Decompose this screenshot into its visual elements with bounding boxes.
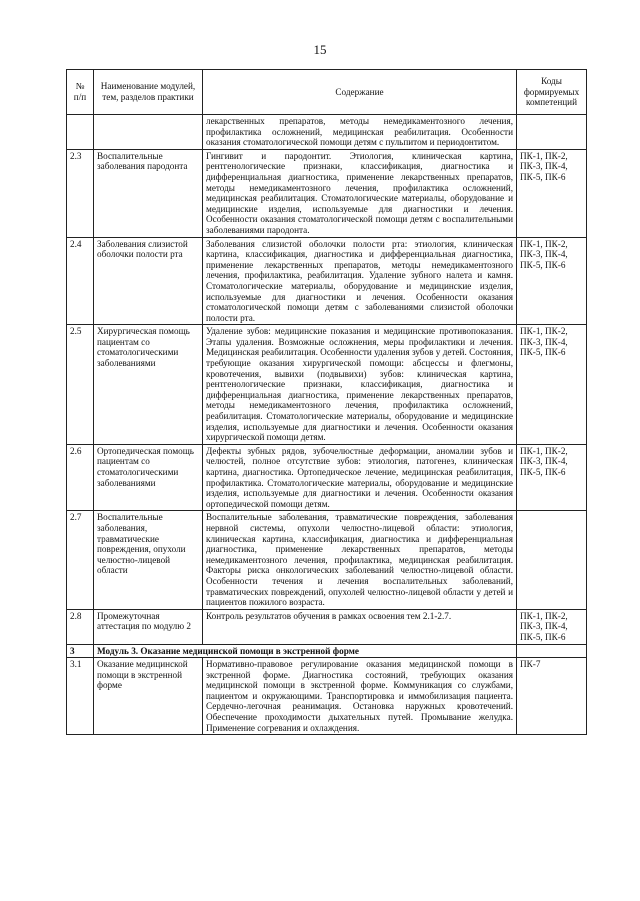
row-num: 2.4 bbox=[67, 237, 94, 325]
module-title: Модуль 3. Оказание медицинской помощи в экстренной форме bbox=[94, 644, 517, 658]
row-codes bbox=[517, 511, 587, 609]
table-header-row bbox=[67, 70, 587, 115]
table-row bbox=[67, 237, 587, 325]
practice-program-table bbox=[66, 69, 587, 735]
table-row bbox=[67, 658, 587, 735]
row-content: Воспалительные заболевания, травматические повреждения, заболевания нервной системы, опухоли челюстно-лицевой области: этиология, клиническая картина, классификация, диагностика и дифференциальная диагностика, применение лекарственных препаратов, методы немедикаментозного лечения, профилактика, медицинская реабилитация. Факторы риска онкологических заболеваний челюстно-лицевой области. Особенности течения и лечения воспалительных заболеваний, травматических повреждений, опухолей челюстно-лицевой области у детей и пациентов пожилого возраста. bbox=[203, 511, 517, 609]
table-row bbox=[67, 325, 587, 445]
header-codes: Коды формируемых компетенций bbox=[517, 70, 587, 115]
row-content: Нормативно-правовое регулирование оказания медицинской помощи в экстренной форме. Диагностика состояний, требующих оказания медицинской помощи в экстренной форме. Коммуникация со службами, пациентом и окружающими. Транспортировка и иммобилизация пациента. Сердечно-легочная реанимация. Остановка наружных кровотечений. Обеспечение проходимости дыхательных путей. Промывание желудка. Применение согревания и охлаждения. bbox=[203, 658, 517, 735]
table-row bbox=[67, 609, 587, 644]
module-num: 3 bbox=[67, 644, 94, 658]
row-num: 2.6 bbox=[67, 444, 94, 511]
row-content: лекарственных препаратов, методы немедикаментозного лечения, профилактика осложнений, медицинская реабилитация. Особенности оказания стоматологической помощи детям с пульпитом и периодонтитом. bbox=[203, 115, 517, 150]
row-num: 2.7 bbox=[67, 511, 94, 609]
row-content: Заболевания слизистой оболочки полости рта: этиология, клиническая картина, классификация, диагностика и дифференциальная диагностика, применение лекарственных препаратов, методы немедикаментозного лечения, профилактика, реабилитация. Удаление зубного налета и камня. Стоматологические материалы, оборудование и медицинские изделия, используемые для диагностики и лечения. Особенности оказания стоматологической помощи детям с заболеваниями слизистой оболочки полости рта. bbox=[203, 237, 517, 325]
row-codes: ПК-1, ПК-2, ПК-3, ПК-4, ПК-5, ПК-6 bbox=[517, 325, 587, 445]
row-name: Воспалительные заболевания пародонта bbox=[94, 149, 203, 237]
row-codes: ПК-1, ПК-2, ПК-3, ПК-4, ПК-5, ПК-6 bbox=[517, 444, 587, 511]
row-content: Дефекты зубных рядов, зубочелюстные деформации, аномалии зубов и челюстей, полное отсутствие зубов: этиология, патогенез, клиническая картина, диагностика. Ортопедическое лечение, медицинская реабилитация, профилактика. Стоматологические материалы, оборудование и медицинские изделия, используемые для диагностики и лечения. Особенности оказания ортопедической помощи детям. bbox=[203, 444, 517, 511]
row-num: 3.1 bbox=[67, 658, 94, 735]
row-content: Контроль результатов обучения в рамках освоения тем 2.1-2.7. bbox=[203, 609, 517, 644]
row-codes: ПК-7 bbox=[517, 658, 587, 735]
table-row bbox=[67, 444, 587, 511]
row-num: 2.5 bbox=[67, 325, 94, 445]
row-name: Оказание медицинской помощи в экстренной форме bbox=[94, 658, 203, 735]
header-name: Наименование модулей, тем, разделов практики bbox=[94, 70, 203, 115]
row-name: Заболевания слизистой оболочки полости рта bbox=[94, 237, 203, 325]
page-number: 15 bbox=[313, 42, 327, 57]
row-name: Промежуточная аттестация по модулю 2 bbox=[94, 609, 203, 644]
table-row bbox=[67, 149, 587, 237]
row-codes: ПК-1, ПК-2, ПК-3, ПК-4, ПК-5, ПК-6 bbox=[517, 609, 587, 644]
row-codes bbox=[517, 115, 587, 150]
row-name: Воспалительные заболевания, травматические повреждения, опухоли челюстно-лицевой области bbox=[94, 511, 203, 609]
row-content: Удаление зубов: медицинские показания и медицинские противопоказания. Этапы удаления. Возможные осложнения, меры профилактики и лечения. Медицинская реабилитация. Особенности удаления зубов у детей. Состояния, требующие оказания хирургической помощи: абсцессы и флегмоны, кровотечения, вывихи (подвывихи) зубов: клиническая картина, рентгенологические признаки, классификация, диагностика и дифференциальная диагностика, применение лекарственных препаратов, методы немедикаментозного лечения, профилактика осложнений, реабилитация. Стоматологические материалы, оборудование и медицинские изделия, используемые для диагностики и лечения. Особенности оказания хирургической помощи детям. bbox=[203, 325, 517, 445]
row-codes: ПК-1, ПК-2, ПК-3, ПК-4, ПК-5, ПК-6 bbox=[517, 237, 587, 325]
table-row bbox=[67, 115, 587, 150]
row-num: 2.3 bbox=[67, 149, 94, 237]
table-row bbox=[67, 511, 587, 609]
module-row bbox=[67, 644, 587, 658]
row-name bbox=[94, 115, 203, 150]
header-num: № п/п bbox=[67, 70, 94, 115]
row-name: Ортопедическая помощь пациентам со стоматологическими заболеваниями bbox=[94, 444, 203, 511]
row-name: Хирургическая помощь пациентам со стоматологическими заболеваниями bbox=[94, 325, 203, 445]
row-num: 2.8 bbox=[67, 609, 94, 644]
header-content: Содержание bbox=[203, 70, 517, 115]
row-num bbox=[67, 115, 94, 150]
row-content: Гингивит и пародонтит. Этиология, клиническая картина, рентгенологические признаки, классификация, диагностика и дифференциальная диагностика, применение лекарственных препаратов, методы немедикаментозного лечения, профилактика осложнений, медицинская реабилитация. Стоматологические материалы, оборудование и медицинские изделия, используемые для диагностики и лечения. Особенности оказания стоматологической помощи детям с воспалительными заболеваниями пародонта. bbox=[203, 149, 517, 237]
module-codes bbox=[517, 644, 587, 658]
row-codes: ПК-1, ПК-2, ПК-3, ПК-4, ПК-5, ПК-6 bbox=[517, 149, 587, 237]
